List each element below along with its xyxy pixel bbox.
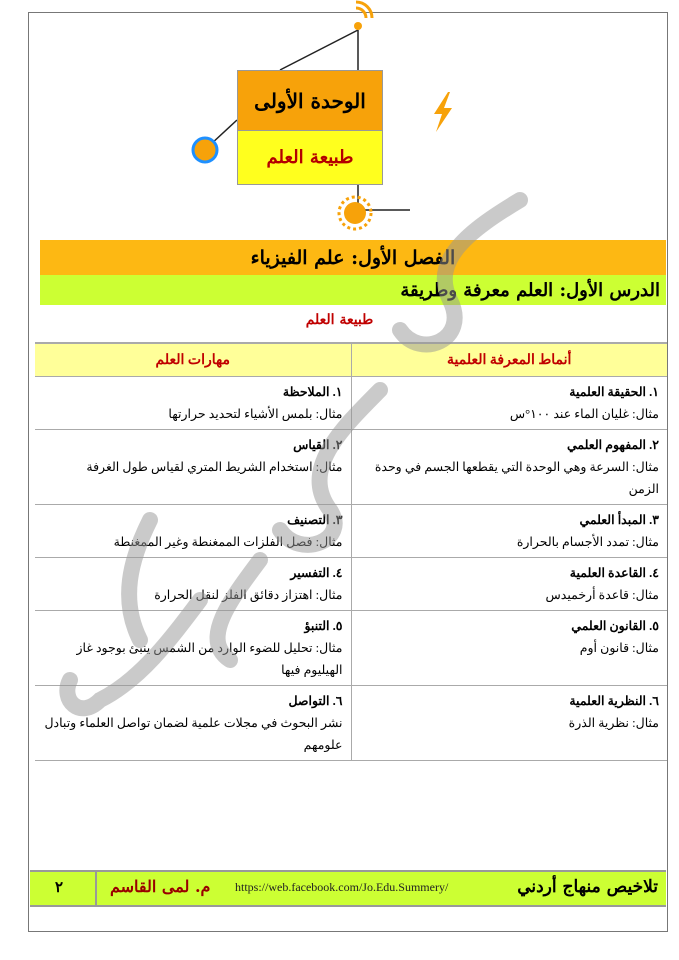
- divider: [95, 872, 97, 905]
- item-example: مثال: بلمس الأشياء لتحديد حرارتها: [168, 407, 343, 421]
- column-header: أنماط المعرفة العلمية: [351, 343, 667, 377]
- item-example: مثال: نظرية الذرة: [568, 716, 659, 730]
- table-cell: [351, 377, 667, 430]
- item-title: ١. الملاحظة: [282, 385, 343, 399]
- table-row: [35, 430, 667, 505]
- knowledge-table: [35, 342, 667, 761]
- column-header: مهارات العلم: [35, 343, 351, 377]
- table-cell: [351, 611, 667, 686]
- item-title: ٤. القاعدة العلمية: [569, 566, 659, 580]
- section-subtitle: طبيعة العلم: [305, 312, 374, 328]
- table-row: [35, 505, 667, 558]
- table-row: [35, 686, 667, 761]
- topic-title: طبيعة العلم: [237, 130, 383, 185]
- facebook-link[interactable]: https://web.facebook.com/Jo.Edu.Summery/: [235, 880, 449, 894]
- table-cell: [351, 558, 667, 611]
- item-title: ٣. التصنيف: [287, 513, 343, 527]
- item-title: ٢. المفهوم العلمي: [567, 438, 659, 452]
- table-cell: [35, 611, 351, 686]
- chapter-title: الفصل الأول: علم الفيزياء: [40, 240, 666, 275]
- item-title: ٢. القياس: [293, 438, 343, 452]
- lightning-icon: [434, 92, 452, 132]
- table-cell: [351, 430, 667, 505]
- series-name: تلاخيص منهاج أردني: [517, 877, 658, 897]
- table-cell: [35, 430, 351, 505]
- item-example: مثال: فصل الفلزات الممغنطة وغير الممغنطة: [113, 535, 343, 549]
- table-cell: [35, 558, 351, 611]
- table-cell: [35, 686, 351, 761]
- table-cell: [35, 505, 351, 558]
- item-example: مثال: تمدد الأجسام بالحرارة: [516, 535, 659, 549]
- lesson-title: الدرس الأول: العلم معرفة وطريقة: [40, 275, 666, 305]
- item-title: ٣. المبدأ العلمي: [579, 513, 659, 527]
- item-title: ٦. التواصل: [288, 694, 343, 708]
- item-example: مثال: غليان الماء عند ١٠٠°س: [509, 407, 659, 421]
- table-cell: [35, 377, 351, 430]
- sun-icon: [339, 197, 371, 229]
- item-example: مثال: اهتزاز دقائق الفلز لنقل الحرارة: [154, 588, 343, 602]
- page-number: ٢: [55, 878, 64, 896]
- footer-bar: [30, 870, 666, 907]
- item-title: ٦. النظرية العلمية: [569, 694, 659, 708]
- item-example: مثال: قاعدة أرخميدس: [545, 588, 659, 602]
- table-row: [35, 377, 667, 430]
- item-title: ٤. التفسير: [290, 566, 343, 580]
- item-example: مثال: استخدام الشريط المتري لقياس طول الغرفة: [86, 460, 343, 474]
- wifi-icon: [354, 2, 372, 30]
- item-title: ١. الحقيقة العلمية: [569, 385, 659, 399]
- item-title: ٥. التنبؤ: [304, 619, 343, 633]
- item-example: مثال: قانون أوم: [579, 641, 659, 655]
- item-title: ٥. القانون العلمي: [571, 619, 659, 633]
- circle-icon: [193, 138, 217, 162]
- unit-title: الوحدة الأولى: [237, 70, 383, 132]
- table-row: [35, 611, 667, 686]
- item-example: نشر البحوث في مجلات علمية لضمان تواصل العلماء وتبادل علومهم: [44, 716, 343, 752]
- table-cell: [351, 686, 667, 761]
- item-example: مثال: تحليل للضوء الوارد من الشمس ينبئ بوجود غاز الهيليوم فيها: [76, 641, 343, 677]
- author-name: م. لمى القاسم: [110, 877, 211, 896]
- item-example: مثال: السرعة وهي الوحدة التي يقطعها الجسم في وحدة الزمن: [374, 460, 659, 496]
- table-row: [35, 558, 667, 611]
- table-cell: [351, 505, 667, 558]
